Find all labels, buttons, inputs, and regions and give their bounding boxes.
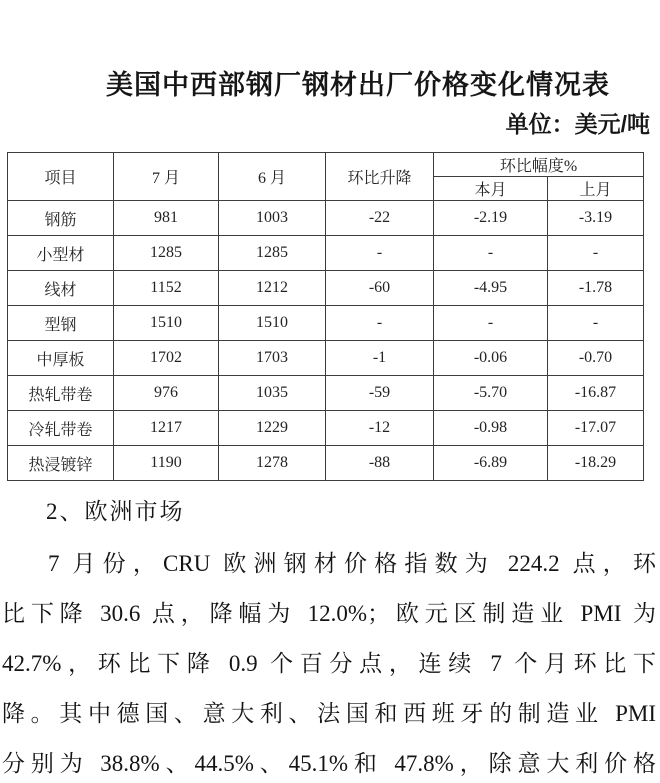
table-row <box>8 271 644 306</box>
europe-market-section <box>0 493 660 783</box>
cell-june: 1285 <box>219 236 326 271</box>
table-row <box>8 411 644 446</box>
cell-item: 热轧带卷 <box>8 376 114 411</box>
cell-change: - <box>326 236 434 271</box>
cell-june: 1003 <box>219 201 326 236</box>
cell-rate-last: -1.78 <box>548 271 644 306</box>
cell-july: 1152 <box>114 271 219 306</box>
cell-rate-this: -0.06 <box>434 341 548 376</box>
cell-change: -60 <box>326 271 434 306</box>
cell-july: 1285 <box>114 236 219 271</box>
cell-june: 1212 <box>219 271 326 306</box>
header-mom-rate: 环比幅度% <box>434 153 644 177</box>
cell-item: 中厚板 <box>8 341 114 376</box>
table-row <box>8 446 644 481</box>
cell-rate-this: -6.89 <box>434 446 548 481</box>
header-mom-change: 环比升降 <box>326 153 434 201</box>
cell-item: 冷轧带卷 <box>8 411 114 446</box>
cell-july: 976 <box>114 376 219 411</box>
cell-item: 小型材 <box>8 236 114 271</box>
cell-july: 981 <box>114 201 219 236</box>
cell-june: 1703 <box>219 341 326 376</box>
paragraph-line: 7 月份，CRU 欧洲钢材价格指数为 224.2 点，环 <box>48 551 656 576</box>
cell-change: -22 <box>326 201 434 236</box>
cell-item: 钢筋 <box>8 201 114 236</box>
paragraph-line: 分别为 38.8%、44.5%、45.1%和 47.8%，除意大利价格 <box>2 751 656 776</box>
cell-change: -59 <box>326 376 434 411</box>
cell-item: 热浸镀锌 <box>8 446 114 481</box>
cell-july: 1190 <box>114 446 219 481</box>
cell-rate-this: -0.98 <box>434 411 548 446</box>
cell-rate-last: -0.70 <box>548 341 644 376</box>
cell-june: 1510 <box>219 306 326 341</box>
cell-rate-last: -17.07 <box>548 411 644 446</box>
section-heading: 2、欧洲市场 <box>46 499 185 524</box>
cell-july: 1510 <box>114 306 219 341</box>
table-row <box>8 201 644 236</box>
cell-rate-last: - <box>548 306 644 341</box>
header-item: 项目 <box>8 153 114 201</box>
paragraph-line: 比下降 30.6 点，降幅为 12.0%；欧元区制造业 PMI 为 <box>2 601 656 626</box>
cell-rate-this: -2.19 <box>434 201 548 236</box>
header-june: 6 月 <box>219 153 326 201</box>
cell-rate-last: -3.19 <box>548 201 644 236</box>
cell-june: 1229 <box>219 411 326 446</box>
page-title: 美国中西部钢厂钢材出厂价格变化情况表 <box>106 70 610 100</box>
table-row <box>8 306 644 341</box>
cell-rate-last: -18.29 <box>548 446 644 481</box>
unit-label: 单位：美元/吨 <box>505 111 650 137</box>
paragraph-line: 42.7%，环比下降 0.9 个百分点，连续 7 个月环比下 <box>2 651 656 676</box>
cell-item: 型钢 <box>8 306 114 341</box>
header-july: 7 月 <box>114 153 219 201</box>
cell-rate-last: -16.87 <box>548 376 644 411</box>
section-paragraph <box>0 539 660 783</box>
cell-rate-last: - <box>548 236 644 271</box>
header-this-month: 本月 <box>434 177 548 201</box>
cell-change: - <box>326 306 434 341</box>
table-row <box>8 376 644 411</box>
table-row <box>8 341 644 376</box>
table-row <box>8 236 644 271</box>
cell-change: -88 <box>326 446 434 481</box>
header-last-month: 上月 <box>548 177 644 201</box>
cell-rate-this: -5.70 <box>434 376 548 411</box>
cell-june: 1035 <box>219 376 326 411</box>
cell-rate-this: -4.95 <box>434 271 548 306</box>
cell-rate-this: - <box>434 236 548 271</box>
cell-change: -12 <box>326 411 434 446</box>
cell-july: 1702 <box>114 341 219 376</box>
cell-june: 1278 <box>219 446 326 481</box>
price-change-table <box>7 152 644 481</box>
table-header-row-1 <box>8 153 644 177</box>
paragraph-line: 降。其中德国、意大利、法国和西班牙的制造业 PMI <box>2 701 656 726</box>
cell-rate-this: - <box>434 306 548 341</box>
cell-july: 1217 <box>114 411 219 446</box>
cell-item: 线材 <box>8 271 114 306</box>
cell-change: -1 <box>326 341 434 376</box>
